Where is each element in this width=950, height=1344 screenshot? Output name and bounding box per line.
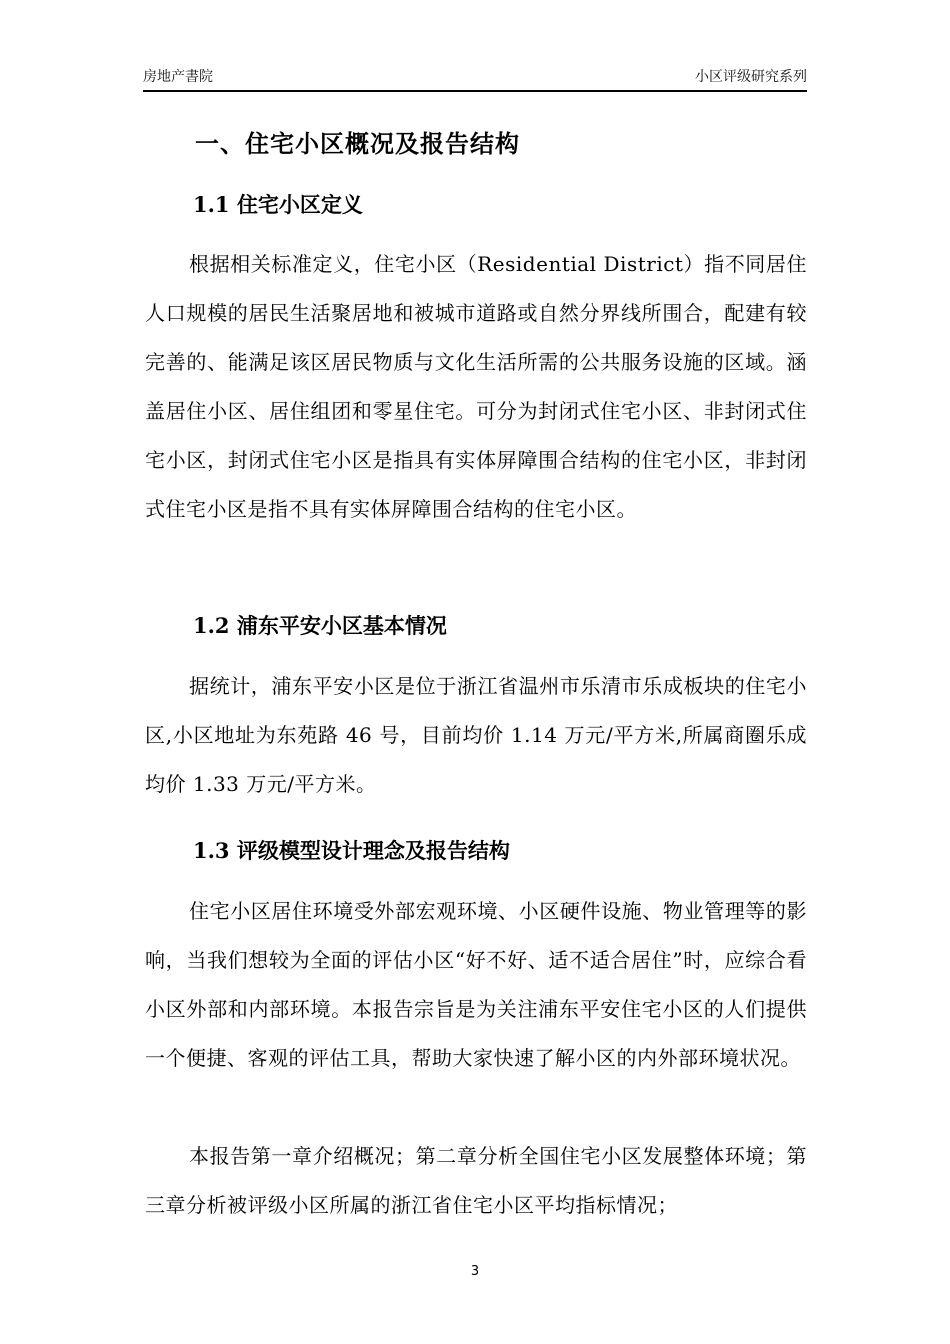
section-title-1-1: 1.1 住宅小区定义 [193,192,363,217]
section-title-1-2: 1.2 浦东平安小区基本情况 [193,613,447,638]
chapter-title: 一、住宅小区概况及报告结构 [195,129,520,158]
paragraph-design-concept: 住宅小区居住环境受外部宏观环境、小区硬件设施、物业管理等的影响，当我们想较为全面的评估小区“好不好、适不适合居住”时，应综合看小区外部和内部环境。本报告宗旨是为关注浦东平安住宅小区的人们提供一个便捷、客观的评估工具，帮助大家快速了解小区的内外部环境状况。 [145,899,807,1070]
section-title-1-3: 1.3 评级模型设计理念及报告结构 [193,838,510,863]
page-header [143,64,807,92]
paragraph-basic-info: 据统计，浦东平安小区是位于浙江省温州市乐清市乐成板块的住宅小区,小区地址为东苑路 46 号，目前均价 1.14 万元/平方米,所属商圈乐成均价 1.33 万元/平方米。 [145,674,807,796]
paragraph-definition: 根据相关标准定义，住宅小区（Residential District）指不同居住人口规模的居民生活聚居地和被城市道路或自然分界线所围合，配建有较完善的、能满足该区居民物质与文化生活所需的公共服务设施的区域。涵盖居住小区、居住组团和零星住宅。可分为封闭式住宅小区、非封闭式住宅小区，封闭式住宅小区是指具有实体屏障围合结构的住宅小区，非封闭式住宅小区是指不具有实体屏障围合结构的住宅小区。 [145,252,807,521]
header-series-title: 小区评级研究系列 [695,69,807,85]
header-publisher: 房地产書院 [143,69,213,85]
paragraph-report-structure: 本报告第一章介绍概况；第二章分析全国住宅小区发展整体环境；第三章分析被评级小区所属的浙江省住宅小区平均指标情况； [145,1144,807,1217]
page-number: 3 [470,1264,480,1279]
